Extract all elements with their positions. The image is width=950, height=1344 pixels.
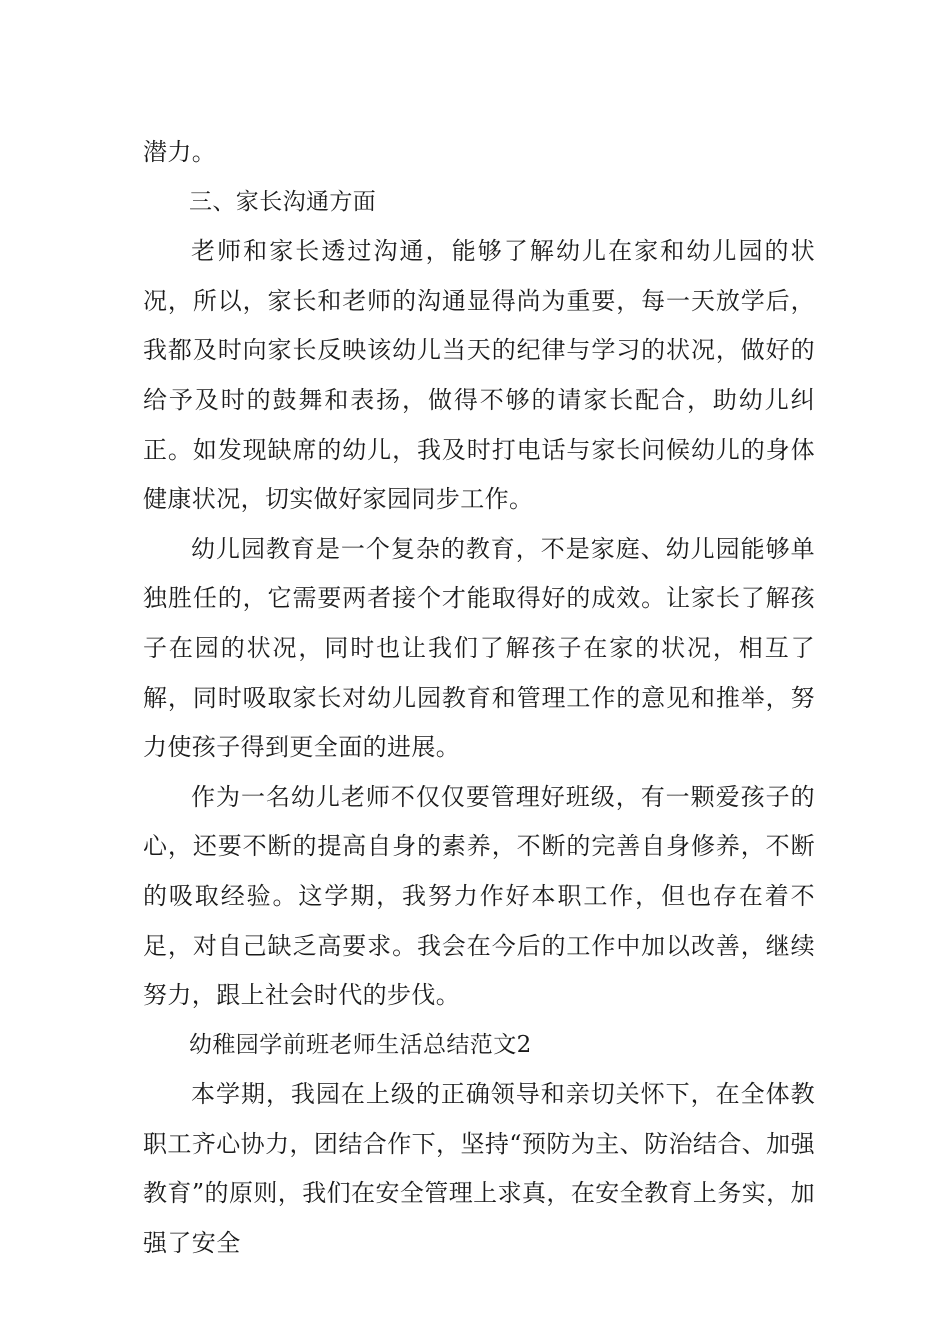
paragraph-safety-management: 本学期，我园在上级的正确领导和亲切关怀下，在全体教职工齐心协力，团结合作下，坚持“预防为主、防治结合、加强教育”的原则，我们在安全管理上求真，在安全教育上务实，加强了安全	[143, 1080, 815, 1258]
paragraph-kindergarten-education: 幼儿园教育是一个复杂的教育，不是家庭、幼儿园能够单独胜任的，它需要两者接个才能取得好的成效。让家长了解孩子在园的状况，同时也让我们了解孩子在家的状况，相互了解，同时吸取家长对幼儿园教育和管理工作的意见和推举，努力使孩子得到更全面的进展。	[143, 534, 815, 762]
paragraph-continuation: 潜力。	[143, 138, 217, 166]
paragraph-parent-communication: 老师和家长透过沟通，能够了解幼儿在家和幼儿园的状况，所以，家长和老师的沟通显得尚为重要，每一天放学后，我都及时向家长反映该幼儿当天的纪律与学习的状况，做好的给予及时的鼓舞和表扬，做得不够的请家长配合，助幼儿纠正。如发现缺席的幼儿，我及时打电话与家长问候幼儿的身体健康状况，切实做好家园同步工作。	[143, 237, 815, 514]
paragraph-teacher-reflection: 作为一名幼儿老师不仅仅要管理好班级，有一颗爱孩子的心，还要不断的提高自身的素养，不断的完善自身修养，不断的吸取经验。这学期，我努力作好本职工作，但也存在着不足，对自己缺乏高要求。我会在今后的工作中加以改善，继续努力，跟上社会时代的步伐。	[143, 782, 815, 1010]
section-heading-parent-communication: 三、家长沟通方面	[189, 188, 377, 215]
article-title-sample-2: 幼稚园学前班老师生活总结范文2	[189, 1031, 532, 1058]
document-body	[143, 128, 815, 1269]
